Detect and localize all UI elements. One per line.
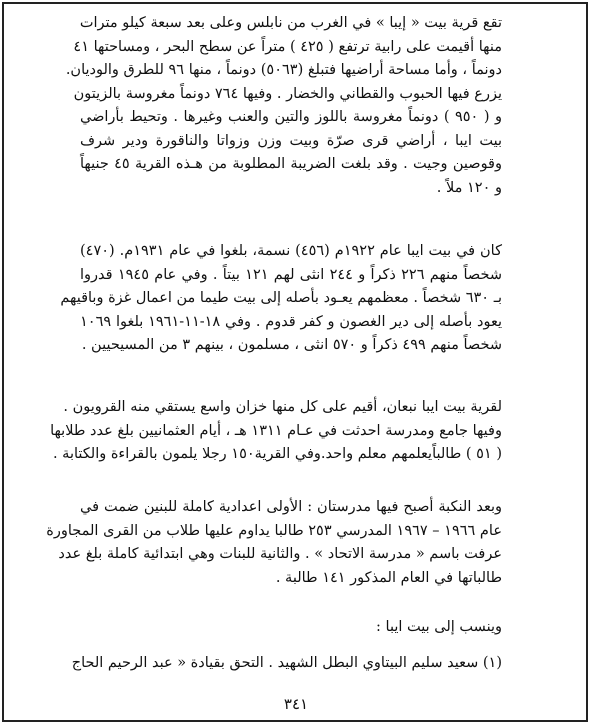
text-line: تقع قرية بيت « إيبا » في الغرب من نابلس وعلى بعد سبعة كيلو مترات (79, 15, 502, 31)
text-line: شخصاً منهم ٤٩٩ ذكراً و ٥٧٠ انثى ، مسلمون ، بينهم ٣ من المسيحيين . (81, 337, 502, 353)
text-line: و ( ٩٥٠ ) دونماً مغروسة باللوز والتين والعنب وغيرها . وتحيط بأراضي (80, 109, 502, 125)
text-line: ( ٥١ ) طالباًيعلمهم معلم واحد.وفي القرية١٥٠ رجلا يلمون بالقراءة والكتابة . (52, 446, 502, 462)
text-line: بيت ايبا ، أراضي قرى صرّة وبيت وزن وزواتا والناقورة ودير شرف (80, 132, 502, 149)
text-line: وبعد النكبة أصبح فيها مدرستان : الأولى اعدادية كاملة للبنين ضمت في (80, 499, 502, 515)
text-line: شخصاً منهم ٢٢٦ ذكراً و ٢٤٤ انثى لهم ١٢١ بيتاً . وفي عام ١٩٤٥ قدروا (80, 266, 503, 283)
text-line: وقوصين وجيت . وقد بلغت الضريبة المطلوبة من هـذه القرية ٤٥ جنيهاً (80, 156, 502, 172)
text-line: كان في بيت ايبا عام ١٩٢٢م (٤٥٦) نسمة، بلغوا في عام ١٩٣١م. (٤٧٠) (80, 243, 502, 259)
paragraph-springs-school (50, 396, 502, 467)
text-line: وفيها جامع ومدرسة احدثت في عـام ١٣١١ هـ ، أيام العثمانيين بلغ عدد طلابها (50, 422, 502, 439)
text-line: و ١٢٠ ملاً . (436, 179, 502, 196)
text-line: يعود بأصله إلى دير الغصون و كفر قدوم . وفي ١٨-١١-١٩٦١ بلغوا ١٠٦٩ (80, 313, 502, 330)
text-line: دونماً ، وأما مساحة أراضيها فتبلغ (٥٠٦٣) دونماً ، منها ٩٦ للطرق والوديان. (65, 62, 502, 78)
text-line: عرفت باسم « مدرسة الاتحاد » . والثانية للبنات وهي ابتدائية كاملة بلغ عدد (58, 546, 502, 562)
page-number: ٣٤١ (283, 695, 309, 713)
text-line: بـ ٦٣٠ شخصاً . معظمهم يعـود بأصله إلى بيت طيما من اعمال غزة وباقيهم (60, 290, 502, 306)
paragraph-population (60, 240, 503, 358)
text-line: طالباتها في العام المذكور ١٤١ طالبة . (275, 569, 502, 586)
text-line: عام ١٩٦٦ – ١٩٦٧ المدرسي ٢٥٣ طالبا يداوم عليها طلاب من القرى المجاورة (46, 522, 502, 539)
footnote-line: (١) سعيد سليم البيتاوي البطل الشهيد . التحق بقيادة « عبد الرحيم الحاج (71, 655, 502, 671)
paragraph-location (65, 12, 502, 200)
paragraph-attributed (80, 616, 502, 640)
text-line: منها أقيمت على رابية ترتفع ( ٤٢٥ ) متراً عن سطح البحر ، ومساحتها ٤١ (73, 38, 502, 55)
footnote (71, 652, 502, 676)
text-line: وينسب إلى بيت ايبا : (376, 619, 502, 635)
text-line: يزرع فيها الحبوب والقطاني والخضار . وفيها ٧٦٤ دونماً مغروسة بالزيتون (73, 85, 502, 102)
paragraph-after-nakba (46, 496, 502, 590)
text-line: لقرية بيت ايبا نبعان، أقيم على كل منها خزان واسع يستقي منه القرويون . (63, 399, 502, 415)
